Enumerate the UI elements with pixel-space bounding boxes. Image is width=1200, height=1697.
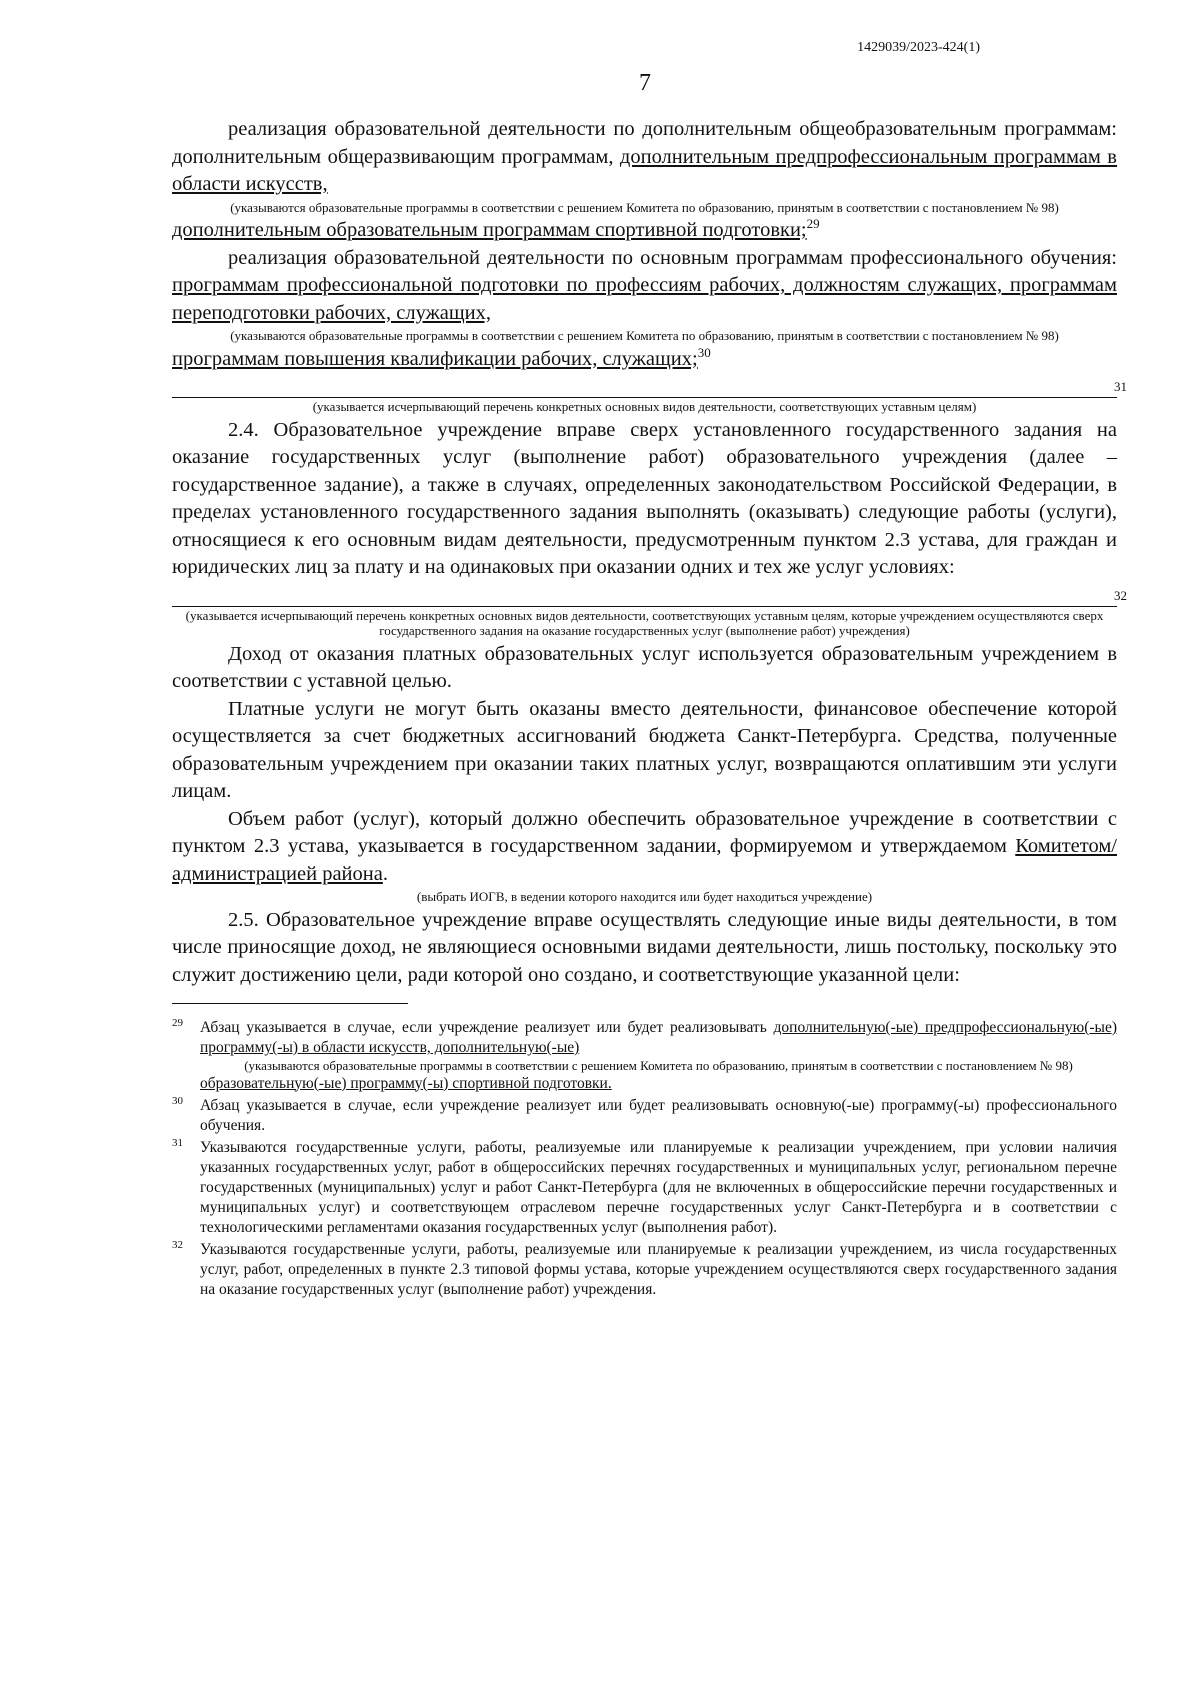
page-number: 7 xyxy=(639,70,651,96)
paragraph-additional-programs: реализация образовательной деятельности по дополнительным общеобразовательным программам: дополнительным общеразвивающим программам, дополнительным предпрофессиональным программам в области искусств, xyxy=(172,118,1117,195)
paragraph-2-5: 2.5. Образовательное учреждение вправе осуществлять следующие иные виды деятельности, в том числе приносящие доход, не являющиеся основными видами деятельности, лишь постольку, поскольку это служит достижению цели, ради которой оно создано, и соответствующие указанной цели: xyxy=(172,908,1117,986)
paragraph-paid-services: Платные услуги не могут быть оказаны вместо деятельности, финансовое обеспечение которой осуществляется за счет бюджетных ассигнований бюджета Санкт-Петербурга. Средства, полученные образовательным учреждением при оказании таких платных услуг, возвращаются оплатившим эти услуги лицам. xyxy=(172,697,1117,802)
footnote-ref-30: 30 xyxy=(697,344,711,360)
caption-programs-2: (указываются образовательные программы в соответствии с решением Комитета по образованию, принятым в соответствии с постановлением № 98) xyxy=(230,328,1059,343)
footnote-number: 32 xyxy=(172,1238,183,1251)
paragraph-income: Доход от оказания платных образовательных услуг используется образовательным учреждением в соответствии с уставной целью. xyxy=(172,642,1117,692)
document-number: 1429039/2023-424(1) xyxy=(857,40,980,55)
caption-programs: (указываются образовательные программы в соответствии с решением Комитета по образованию, принятым в соответствии с постановлением № 98) xyxy=(230,199,1059,215)
caption-iogv: (выбрать ИОГВ, в ведении которого находится или будет находиться учреждение) xyxy=(416,889,873,904)
footnote-number: 31 xyxy=(172,1136,183,1149)
fill-in-line-31 xyxy=(172,373,1127,398)
paragraph-work-volume: Объем работ (услуг), который должно обеспечить образовательное учреждение в соответствии с пунктом 2.3 устава, указывается в государственном задании, формируемом и утверждаемом Комитетом/администрацией района. xyxy=(172,807,1117,885)
paragraph-sport-programs: дополнительным образовательным программам спортивной подготовки;$^{29}$ xyxy=(172,216,820,241)
footnotes xyxy=(172,1018,1117,1300)
fill-in-line-32 xyxy=(172,582,1127,607)
footnote-29: 29 Абзац указывается в случае, если учреждение реализует или будет реализовывать дополнительную(-ые) предпрофессиональную(-ые) программу(-ы) в области искусств, дополнительную(-ые) (указываются образовательные программы в соответствии с решением Комитета по образованию, принятым в соответствии с постановлением № 98) образовательную(-ые) программу(-ы) спортивной подготовки. xyxy=(172,1018,1117,1094)
footnote-number: 29 xyxy=(172,1017,183,1029)
paragraph-2-4: 2.4. Образовательное учреждение вправе сверх установленного государственного задания на оказание государственных услуг (выполнение работ) образовательного учреждения (далее – государственное задание), а также в случаях, определенных законодательством Российской Федерации, в пределах установленного государственного задания выполнять (оказывать) следующие работы (услуги), относящиеся к его основным видам деятельности, предусмотренным пунктом 2.3 устава, для граждан и юридических лиц за плату и на одинаковых при оказании одних и тех же услуг условиях: xyxy=(172,418,1117,578)
document-body xyxy=(172,116,1127,1302)
underlined-committee: Комитетом/администрацией района xyxy=(172,835,1117,885)
paragraph-professional-training: реализация образовательной деятельности по основным программам профессионального обучения: программам профессиональной подготовки по профессиям рабочих, должностям служащих, программам переподготовки рабочих, служащих, xyxy=(172,246,1117,324)
footnote-number: 30 xyxy=(172,1094,183,1107)
footnote-30: 30 Абзац указывается в случае, если учреждение реализует или будет реализовывать основную(-ые) программу(-ы) профессионального обучения. xyxy=(172,1096,1117,1136)
footnote-ref-29: 29 xyxy=(806,216,820,232)
underlined-programs: дополнительным предпрофессиональным программам в области искусств, xyxy=(172,145,1117,195)
paragraph-qualification: программам повышения квалификации рабочих, служащих;$^{30}$ xyxy=(172,344,711,370)
footnote-31: 31 Указываются государственные услуги, работы, реализуемые или планируемые к реализации учреждением, при условии наличия указанных государственных услуг, работ в общероссийских перечнях государственных и муниципальных услуг, региональном перечне государственных (муниципальных) услуг и работ Санкт-Петербурга (для не включенных в общероссийские перечни государственных и муниципальных услуг) и соответствующем отраслевом перечне государственных услуг Санкт-Петербурга и в соответствии с технологическими регламентами оказания государственных услуг (выполнения работ). xyxy=(172,1138,1117,1238)
footnote-ref-32: 32 xyxy=(1114,587,1127,603)
footnote-ref-31: 31 xyxy=(1114,379,1127,394)
footnote-caption: (указываются образовательные программы в соответствии с решением Комитета по образованию, принятым в соответствии с постановлением № 98) xyxy=(244,1058,1073,1073)
caption-paid-activities: (указывается исчерпывающий перечень конкретных основных видов деятельности, соответствующих уставным целям, которые учреждением осуществляются сверх государственного задания на оказание государственных услуг (выполнение работ) учреждения) xyxy=(185,607,1104,638)
underlined-professional-programs: программам профессиональной подготовки по профессиям рабочих, должностям служащих, программам переподготовки рабочих, служащих, xyxy=(172,274,1117,324)
caption-activities: (указывается исчерпывающий перечень конкретных основных видов деятельности, соответствующих уставным целям) xyxy=(312,399,977,414)
footnote-separator xyxy=(172,1003,408,1004)
footnote-32: 32 Указываются государственные услуги, работы, реализуемые или планируемые к реализации учреждением, из числа государственных услуг, работ, определенных в пункте 2.3 типовой формы устава, которые учреждением осуществляются сверх государственного задания на оказание государственных услуг (выполнение работ) учреждения. xyxy=(172,1240,1117,1300)
